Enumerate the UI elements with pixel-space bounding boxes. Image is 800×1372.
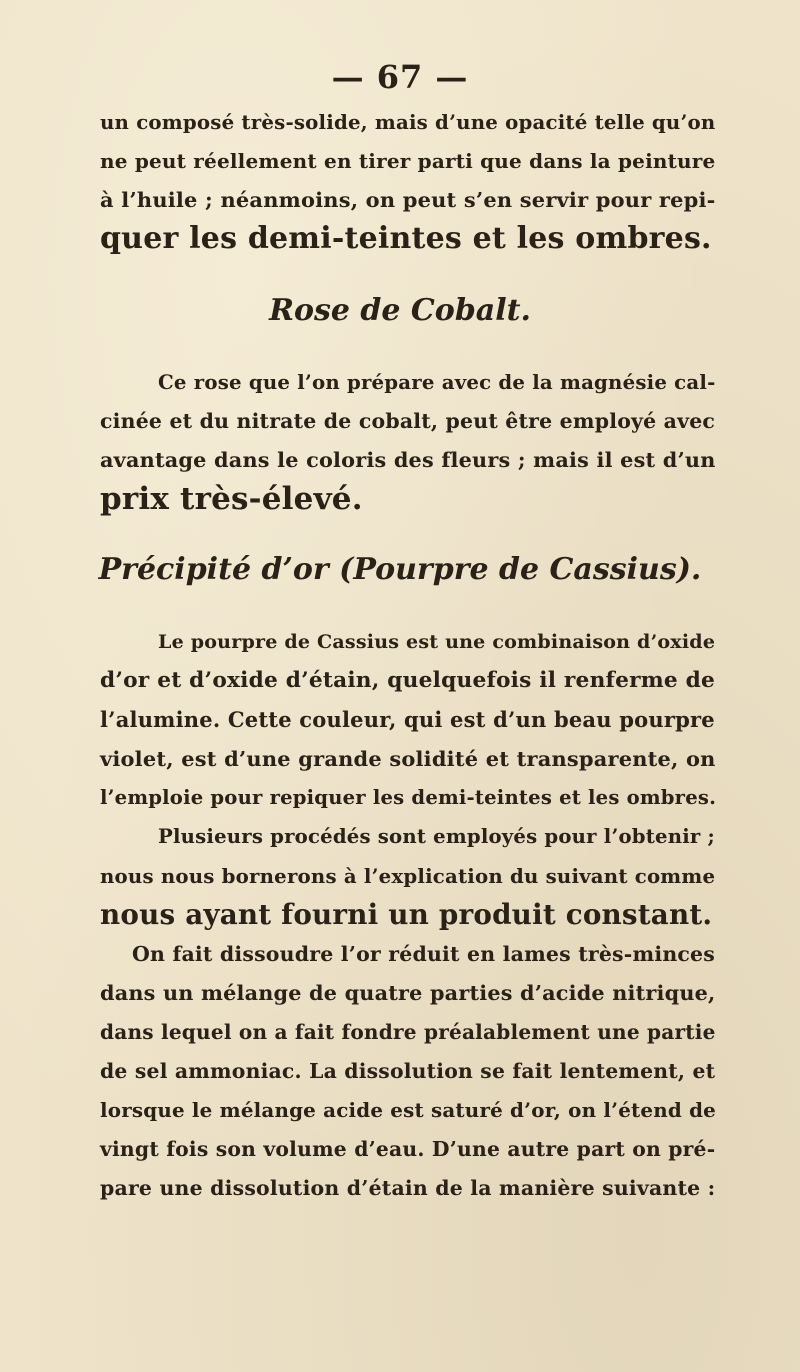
text-line: Le pourpre de Cassius est une combinaison d’oxide [158,631,716,653]
text-line: vingt fois son volume d’eau. D’une autre part on pré- [100,1137,716,1161]
text-line: l’alumine. Cette couleur, qui est d’un beau pourpre [100,707,715,732]
text-line: dans lequel on a fait fondre préalablement une partie [100,1020,716,1044]
text-line: pare une dissolution d’étain de la manière suivante : [100,1176,716,1200]
text-line: dans un mélange de quatre parties d’acide nitrique, [100,981,716,1005]
text-line: l’emploie pour repiquer les demi-teintes et les ombres. [100,786,717,809]
text-line: nous nous bornerons à l’explication du suivant comme [100,864,716,888]
text-line: d’or et d’oxide d’étain, quelquefois il renferme de [100,668,716,693]
text-line: lorsque le mélange acide est saturé d’or, on l’étend de [100,1098,717,1122]
section-heading-rose-de-cobalt: Rose de Cobalt. [269,293,531,328]
section-heading-precipite-d-or: Précipité d’or (Pourpre de Cassius). [98,552,702,587]
text-line: Ce rose que l’on prépare avec de la magnésie cal- [158,370,716,394]
text-line: prix très-élevé. [100,481,363,517]
text-line: avantage dans le coloris des fleurs ; mais il est d’un [100,447,716,472]
text-line: Plusieurs procédés sont employés pour l’obtenir ; [158,825,715,848]
text-line: violet, est d’une grande solidité et transparente, on [100,746,716,771]
text-line: On fait dissoudre l’or réduit en lames très-minces [132,942,716,966]
text-line: cinée et du nitrate de cobalt, peut être employé avec [100,409,716,433]
text-line: ne peut réellement en tirer parti que dans la peinture [100,149,716,173]
text-line: à l’huile ; néanmoins, on peut s’en servir pour repi- [100,187,716,212]
text-line: quer les demi-teintes et les ombres. [100,221,712,256]
text-line: un composé très-solide, mais d’une opacité telle qu’on [100,110,716,134]
page-number: — 67 — [331,58,469,96]
text-line: nous ayant fourni un produit constant. [100,898,713,931]
text-line: de sel ammoniac. La dissolution se fait lentement, et [100,1059,716,1083]
